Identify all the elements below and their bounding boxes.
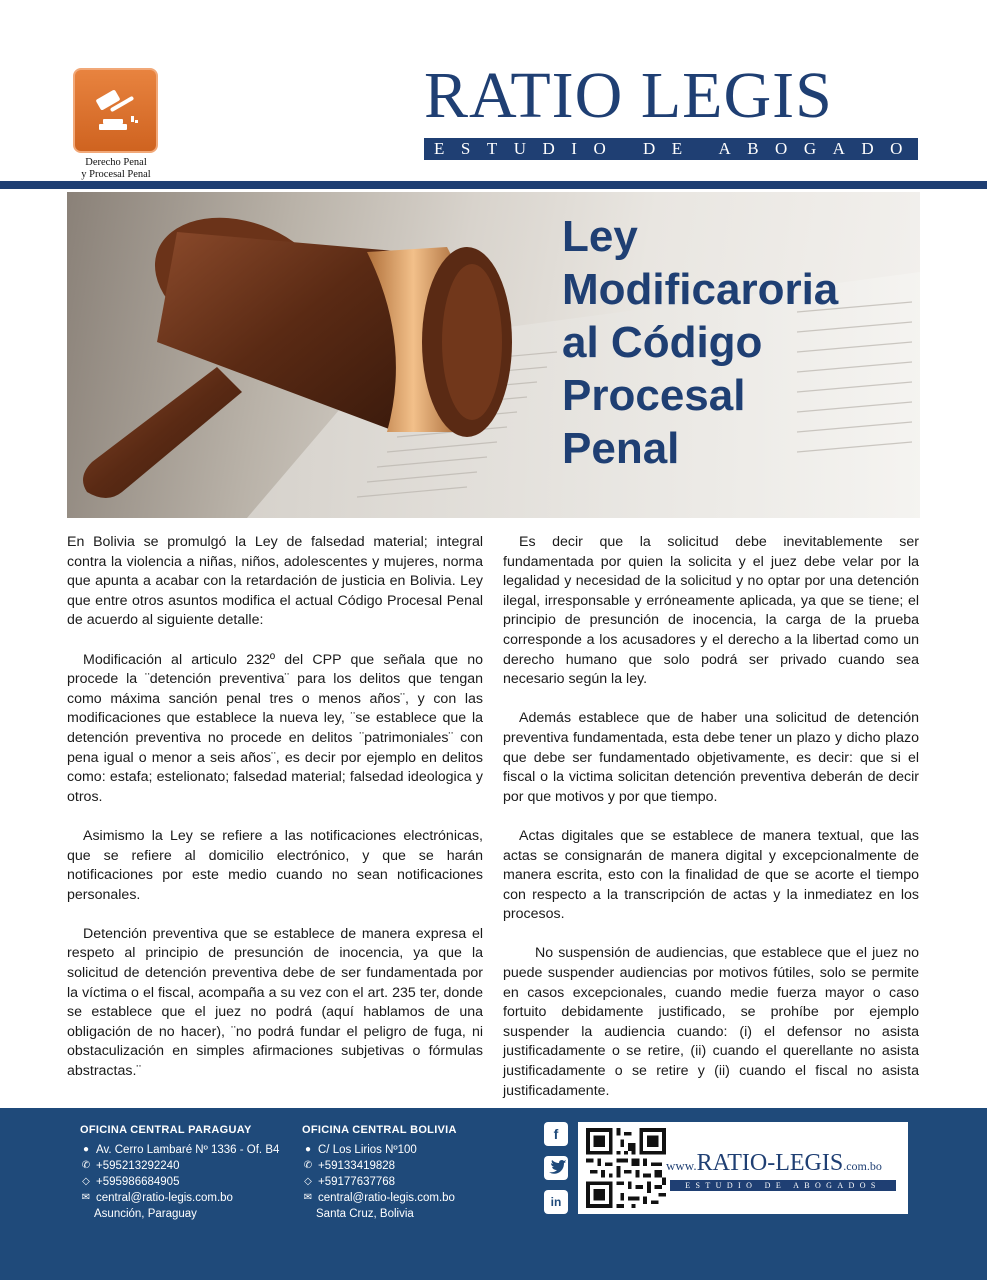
logo-caption-line1: Derecho Penal: [85, 157, 147, 168]
brand-subtitle: ESTUDIO DE ABOGADOS: [424, 138, 918, 160]
phone[interactable]: +595213292240: [96, 1160, 180, 1172]
paragraph: En Bolivia se promulgó la Ley de falsedad material; integral contra la violencia a niñas, niños, adolescentes y mujeres, norma que apunta a acabar con la retardación de justicia en Bolivia. Ley que entre otros asuntos modifica el actual Código Procesal Penal de acuerdo al siguiente detalle:: [67, 534, 483, 629]
mobile-row[interactable]: [80, 1174, 290, 1190]
address-row: [302, 1142, 502, 1158]
email-link[interactable]: central@ratio-legis.com.bo: [96, 1192, 233, 1204]
email-row[interactable]: [302, 1190, 502, 1206]
linkedin-icon[interactable]: in: [544, 1190, 568, 1214]
email-link[interactable]: central@ratio-legis.com.bo: [318, 1192, 455, 1204]
mobile-icon: ◇: [304, 1176, 312, 1187]
title-line: Ley: [562, 212, 638, 261]
paragraph: Asimismo la Ley se refiere a las notificaciones electrónicas, que se refiere al domicilio electrónico, y que se harán notificaciones por este medio cuando no sean notificaciones personales.: [67, 827, 483, 903]
gavel-logo-icon: [73, 68, 158, 153]
facebook-icon[interactable]: f: [544, 1122, 568, 1146]
title-line: Procesal: [562, 371, 746, 420]
office-heading: OFICINA CENTRAL BOLIVIA: [302, 1124, 457, 1136]
mobile-icon: ◇: [82, 1176, 90, 1187]
phone-row[interactable]: [302, 1158, 502, 1174]
office-heading: OFICINA CENTRAL PARAGUAY: [80, 1124, 252, 1136]
paragraph: Además establece que de haber una solicitud de detención preventiva fundamentada, esta debe tener un plazo y dicho plazo que debe ser fundamentado objetivamente, es decir: que si el fiscal o la victima solicitan detención preventiva deberán de decir por que motivos y por que tiempo.: [503, 710, 919, 805]
www-prefix: www.: [666, 1158, 697, 1173]
paragraph: Actas digitales que se establece de manera textual, que las actas se consignarán de manera digital y excepcionalmente de manera escrita, esto con la finalidad de que se acorte el tiempo con respecto a la transcripción de actas y la inmediatez en los procesos.: [503, 827, 919, 923]
city: Santa Cruz, Bolivia: [316, 1208, 414, 1220]
title-line: Penal: [562, 424, 680, 473]
logo-caption: [62, 157, 170, 181]
phone[interactable]: +59133419828: [318, 1160, 396, 1172]
website-card[interactable]: [578, 1122, 908, 1214]
paragraph: Modificación al articulo 232º del CPP que señala que no procede la ¨detención preventiva¨ para los delitos que tengan como máxima sanción penal tres o menos años¨, y con las modificaciones que establece la nueva ley, ¨se establece que la detención preventiva no procede en delitos ¨patrimoniales¨ con pena igual o menor a seis años¨, es decir por ejemplo en delitos como: estafa; estelionato; falsedad material; falsedad ideologica y otros.: [67, 651, 483, 805]
card-subtitle: ESTUDIO DE ABOGADOS: [670, 1180, 896, 1191]
paragraph: Detención preventiva que se establece de manera expresa el respeto al principio de presunción de inocencia, ya que la solicitud de detención preventiva debe de ser fundamentada por la víctima o el fiscal, acompaña a su vez con el art. 235 ter, donde se establece que el juez no podrá (aquí hablamos de una obligación de no hacer), ¨no podrá fundar el peligro de fuga, ni obstaculización en simples afirmaciones subjetivas o fórmulas abstractas.¨: [67, 925, 483, 1080]
address-row: [80, 1142, 290, 1158]
address: Av. Cerro Lambaré Nº 1336 - Of. B4: [96, 1144, 280, 1156]
qr-code-icon[interactable]: [586, 1128, 666, 1208]
website-domain: .com.bo: [843, 1159, 882, 1173]
office-bolivia: [302, 1122, 502, 1222]
mobile-row[interactable]: [302, 1174, 502, 1190]
city: Asunción, Paraguay: [94, 1208, 197, 1220]
address: C/ Los Lirios Nº100: [318, 1144, 417, 1156]
phone-icon: ✆: [303, 1160, 313, 1171]
paragraph: No suspensión de audiencias, que establece que el juez no puede suspender audiencias por motivos fútiles, solo se permite en casos excepcionales, cuando medie fuerza mayor o caso fortuito debidamente justificado, se prohíbe por ejemplo suspender la audiencia cuando: (i) el defensor no asista justificadamente o se retire, (ii) cuando el querellante no asista justificadamente o se retire y (ii) cuando el fiscal no asista justificadamente.: [503, 945, 919, 1099]
phone-row[interactable]: [80, 1158, 290, 1174]
envelope-icon: ✉: [303, 1192, 313, 1203]
paragraph: Es decir que la solicitud debe inevitablemente ser fundamentada por quien la solicita y el juez debe velar por la legalidad y necesidad de la solicitud y no optar por una detención ilegal, irresponsable y erróneamente aplicada, ya que se tiene; el principio de presunción de inocencia, la carga de la prueba corresponde a los acusadores y el derecho a la libertad como un derecho humano que solo podrá ser privado cuando sea necesario según la ley.: [503, 534, 919, 688]
website-link[interactable]: [666, 1150, 904, 1177]
footer: [0, 1108, 987, 1280]
article-column-right: [503, 533, 919, 1121]
website-brand: RATIO-LEGIS: [696, 1150, 844, 1176]
location-pin-icon: ●: [304, 1144, 312, 1155]
email-row[interactable]: [80, 1190, 290, 1206]
mobile-phone[interactable]: +595986684905: [96, 1176, 180, 1188]
title-line: Modificaroria: [562, 265, 839, 314]
office-paraguay: [80, 1122, 290, 1222]
title-line: al Código: [562, 318, 763, 367]
brand-title: RATIO LEGIS: [424, 59, 833, 132]
article-column-left: [67, 533, 483, 1101]
twitter-icon[interactable]: [544, 1156, 568, 1180]
article-title: [562, 210, 902, 475]
phone-icon: ✆: [81, 1160, 91, 1171]
location-pin-icon: ●: [82, 1144, 90, 1155]
mobile-phone[interactable]: +59177637768: [318, 1176, 396, 1188]
hero-banner: [67, 192, 920, 518]
header-divider: [0, 181, 987, 189]
logo-caption-line2: y Procesal Penal: [81, 169, 151, 180]
envelope-icon: ✉: [81, 1192, 91, 1203]
